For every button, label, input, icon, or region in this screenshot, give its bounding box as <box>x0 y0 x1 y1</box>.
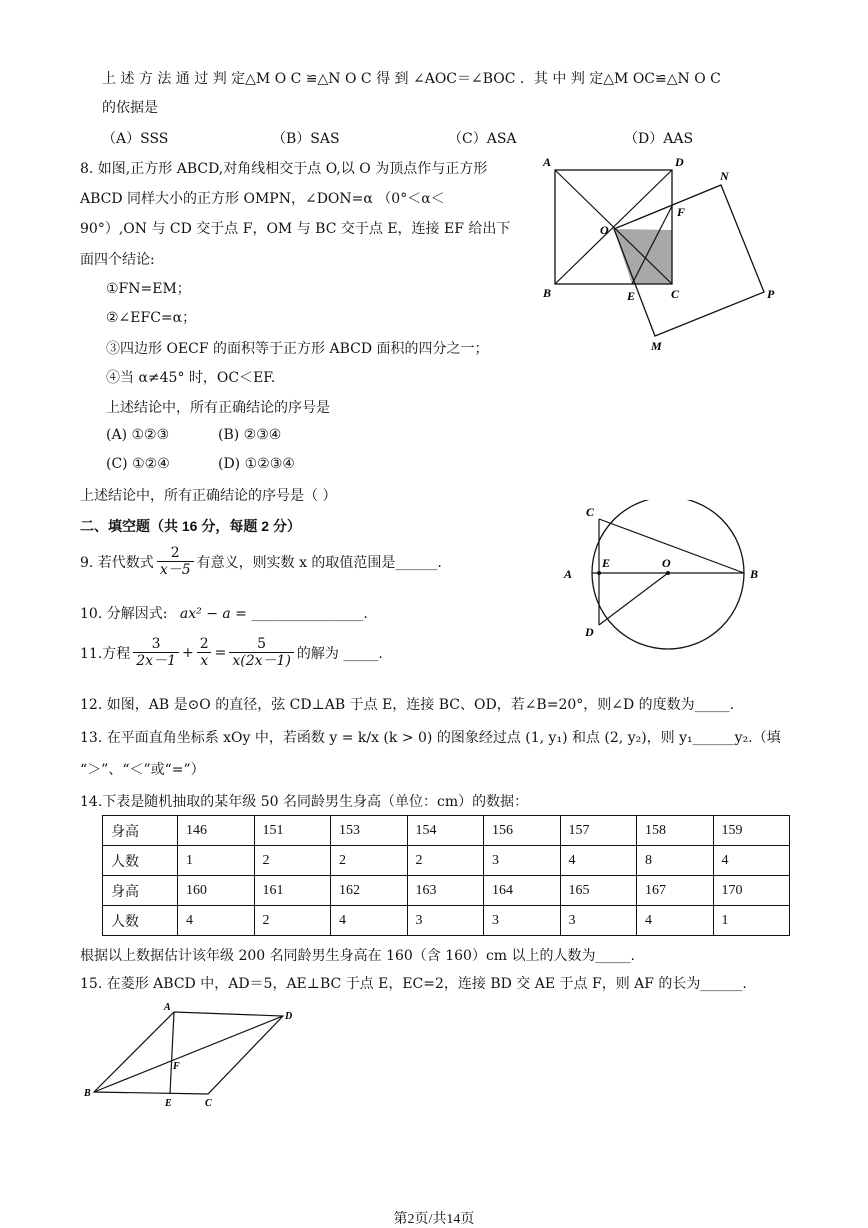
q11-fraction-3 <box>229 636 294 669</box>
table-cell: 160 <box>178 876 255 906</box>
label-o: O <box>662 556 671 570</box>
table-cell: 4 <box>713 846 790 876</box>
rhombus-abcd <box>94 1012 283 1094</box>
label-e: E <box>627 289 636 303</box>
table-cell: 2 <box>331 846 408 876</box>
q8-option-d: (D) ①②③④ <box>218 456 295 472</box>
q14-intro: 14.下表是随机抽取的某年级 50 名同龄男生身高（单位：cm）的数据： <box>80 794 529 810</box>
point-o <box>666 571 670 575</box>
label-c: C <box>671 287 680 301</box>
table-cell: 167 <box>637 876 714 906</box>
table-cell: 163 <box>407 876 484 906</box>
label-b: B <box>543 286 552 300</box>
q9-numerator: 2 <box>170 545 180 561</box>
table-cell: 4 <box>178 906 255 936</box>
q9-fraction <box>157 545 194 578</box>
table-cell: 153 <box>331 816 408 846</box>
q8-option-c: (C) ①②④ <box>106 456 170 472</box>
segment-od <box>599 573 668 625</box>
table-row <box>103 846 790 876</box>
segment-ae <box>170 1012 174 1094</box>
q12-text: 12. 如图，AB 是⊙O 的直径，弦 CD⊥AB 于点 E，连接 BC、OD，若∠B=20°，则∠D 的度数为_____. <box>80 697 735 713</box>
q7-option-d: （D）AAS <box>624 131 694 147</box>
table-cell: 3 <box>560 906 637 936</box>
q9 <box>80 545 442 578</box>
label-n: N <box>720 169 729 183</box>
q9-prefix: 9. 若代数式 <box>80 554 154 571</box>
table-row-header: 身高 <box>103 876 178 906</box>
q11-fraction-1 <box>133 636 179 669</box>
label-p: P <box>767 287 775 301</box>
q9-denominator: x－5 <box>157 561 194 578</box>
q8-square-figure <box>535 150 795 360</box>
table-row <box>103 876 790 906</box>
q11-f3-denominator: x(2x－1) <box>229 652 294 669</box>
table-cell: 2 <box>407 846 484 876</box>
table-cell: 3 <box>407 906 484 936</box>
table-cell: 158 <box>637 816 714 846</box>
q11-fraction-2 <box>197 636 212 669</box>
label-c: C <box>205 1098 212 1109</box>
table-cell: 1 <box>713 906 790 936</box>
q11-equals: = <box>214 644 227 661</box>
q8-conclusion-1: ①FN=EM； <box>106 281 191 297</box>
diagonal-bd <box>94 1016 283 1092</box>
label-a: A <box>543 155 552 169</box>
q12-circle-figure <box>558 500 768 660</box>
table-cell: 151 <box>254 816 331 846</box>
q10-prefix: 10. 分解因式: <box>80 606 168 622</box>
label-a: A <box>164 1002 171 1013</box>
q8-line-2: ABCD 同样大小的正方形 OMPN，∠DON=α （0°＜α＜ <box>80 191 445 207</box>
table-cell: 164 <box>484 876 561 906</box>
label-f: F <box>677 205 686 219</box>
table-cell: 165 <box>560 876 637 906</box>
section-title: 二、填空题（共 16 分，每题 2 分） <box>80 518 301 534</box>
height-table <box>102 815 790 936</box>
q8-conclusion-4: ④当 α≠45° 时，OC＜EF. <box>106 370 276 386</box>
q11-prefix: 11.方程 <box>80 645 131 662</box>
table-cell: 8 <box>637 846 714 876</box>
label-b: B <box>750 567 759 581</box>
table-cell: 1 <box>178 846 255 876</box>
label-a: A <box>564 567 573 581</box>
q11-plus: + <box>181 644 194 661</box>
q8-line-1: 8. 如图,正方形 ABCD,对角线相交于点 O,以 O 为顶点作与正方形 <box>80 161 488 177</box>
table-cell: 159 <box>713 816 790 846</box>
q15-rhombus-figure <box>80 1000 310 1115</box>
q8-conclusion-3: ③四边形 OECF 的面积等于正方形 ABCD 面积的四分之一； <box>106 341 489 357</box>
q8-conclusion-2: ②∠EFC=α； <box>106 310 197 326</box>
segment-bc <box>599 519 744 573</box>
q8-prompt-2: 上述结论中，所有正确结论的序号是（ ） <box>80 488 337 504</box>
label-d: D <box>675 155 684 169</box>
q10-blank: ________________. <box>251 606 368 622</box>
label-m: M <box>651 339 662 353</box>
q11-f2-denominator: x <box>197 652 211 669</box>
table-cell: 4 <box>560 846 637 876</box>
q10 <box>80 603 368 623</box>
label-b: B <box>84 1088 91 1099</box>
q15-text: 15. 在菱形 ABCD 中，AD＝5，AE⊥BC 于点 E，EC=2，连接 BD 交 AE 于点 F，则 AF 的长为______. <box>80 976 747 992</box>
table-cell: 2 <box>254 846 331 876</box>
page-footer: 第2页/共14页 <box>393 1212 475 1227</box>
q11 <box>80 636 383 669</box>
table-cell: 146 <box>178 816 255 846</box>
label-d: D <box>585 625 594 639</box>
table-row-header: 身高 <box>103 816 178 846</box>
q7-option-b: （B）SAS <box>272 131 340 147</box>
q8-option-a: (A) ①②③ <box>106 427 170 443</box>
q10-expression: ax² − a = <box>179 606 247 622</box>
q11-f2-numerator: 2 <box>199 636 209 652</box>
point-e <box>597 571 601 575</box>
table-cell: 3 <box>484 906 561 936</box>
q7-option-a: （A）SSS <box>102 131 169 147</box>
table-row <box>103 816 790 846</box>
q7-method-line: 上 述 方 法 通 过 判 定△M O C ≌△N O C 得 到 ∠AOC＝∠BOC ．其 中 判 定△M OC≌△N O C <box>102 71 721 87</box>
q14-question: 根据以上数据估计该年级 200 名同龄男生身高在 160（含 160）cm 以上的人数为_____. <box>80 948 635 964</box>
table-cell: 3 <box>484 846 561 876</box>
table-cell: 2 <box>254 906 331 936</box>
q11-f1-numerator: 3 <box>151 636 161 652</box>
table-cell: 154 <box>407 816 484 846</box>
q11-f1-denominator: 2x－1 <box>133 652 179 669</box>
q11-f3-numerator: 5 <box>257 636 267 652</box>
q9-suffix: 有意义，则实数 x 的取值范围是______. <box>196 554 442 571</box>
table-cell: 161 <box>254 876 331 906</box>
label-d: D <box>285 1011 293 1022</box>
q13-line-1: 13. 在平面直角坐标系 xOy 中，若函数 y = k/x (k > 0) 的图象经过点 (1, y₁) 和点 (2, y₂)，则 y₁______y₂.（填 <box>80 730 781 746</box>
label-e: E <box>602 556 611 570</box>
table-row-header: 人数 <box>103 846 178 876</box>
label-e: E <box>165 1098 172 1109</box>
table-cell: 157 <box>560 816 637 846</box>
table-cell: 4 <box>331 906 408 936</box>
q13-line-2: “＞”、“＜”或“=”） <box>80 762 205 778</box>
label-c: C <box>586 505 595 519</box>
q7-basis-line: 的依据是 <box>102 100 158 116</box>
table-cell: 162 <box>331 876 408 906</box>
table-row <box>103 906 790 936</box>
label-f: F <box>173 1061 180 1072</box>
q11-suffix: 的解为 _____. <box>296 645 383 662</box>
q8-prompt: 上述结论中，所有正确结论的序号是 <box>106 400 330 416</box>
q8-option-b: (B) ②③④ <box>218 427 282 443</box>
q8-line-4: 面四个结论: <box>80 252 155 268</box>
q8-line-3: 90°）,ON 与 CD 交于点 F，OM 与 BC 交于点 E，连接 EF 给出下 <box>80 221 511 237</box>
q7-option-c: （C）ASA <box>448 131 517 147</box>
table-cell: 170 <box>713 876 790 906</box>
table-row-header: 人数 <box>103 906 178 936</box>
label-o: O <box>600 223 609 237</box>
table-cell: 156 <box>484 816 561 846</box>
table-cell: 4 <box>637 906 714 936</box>
